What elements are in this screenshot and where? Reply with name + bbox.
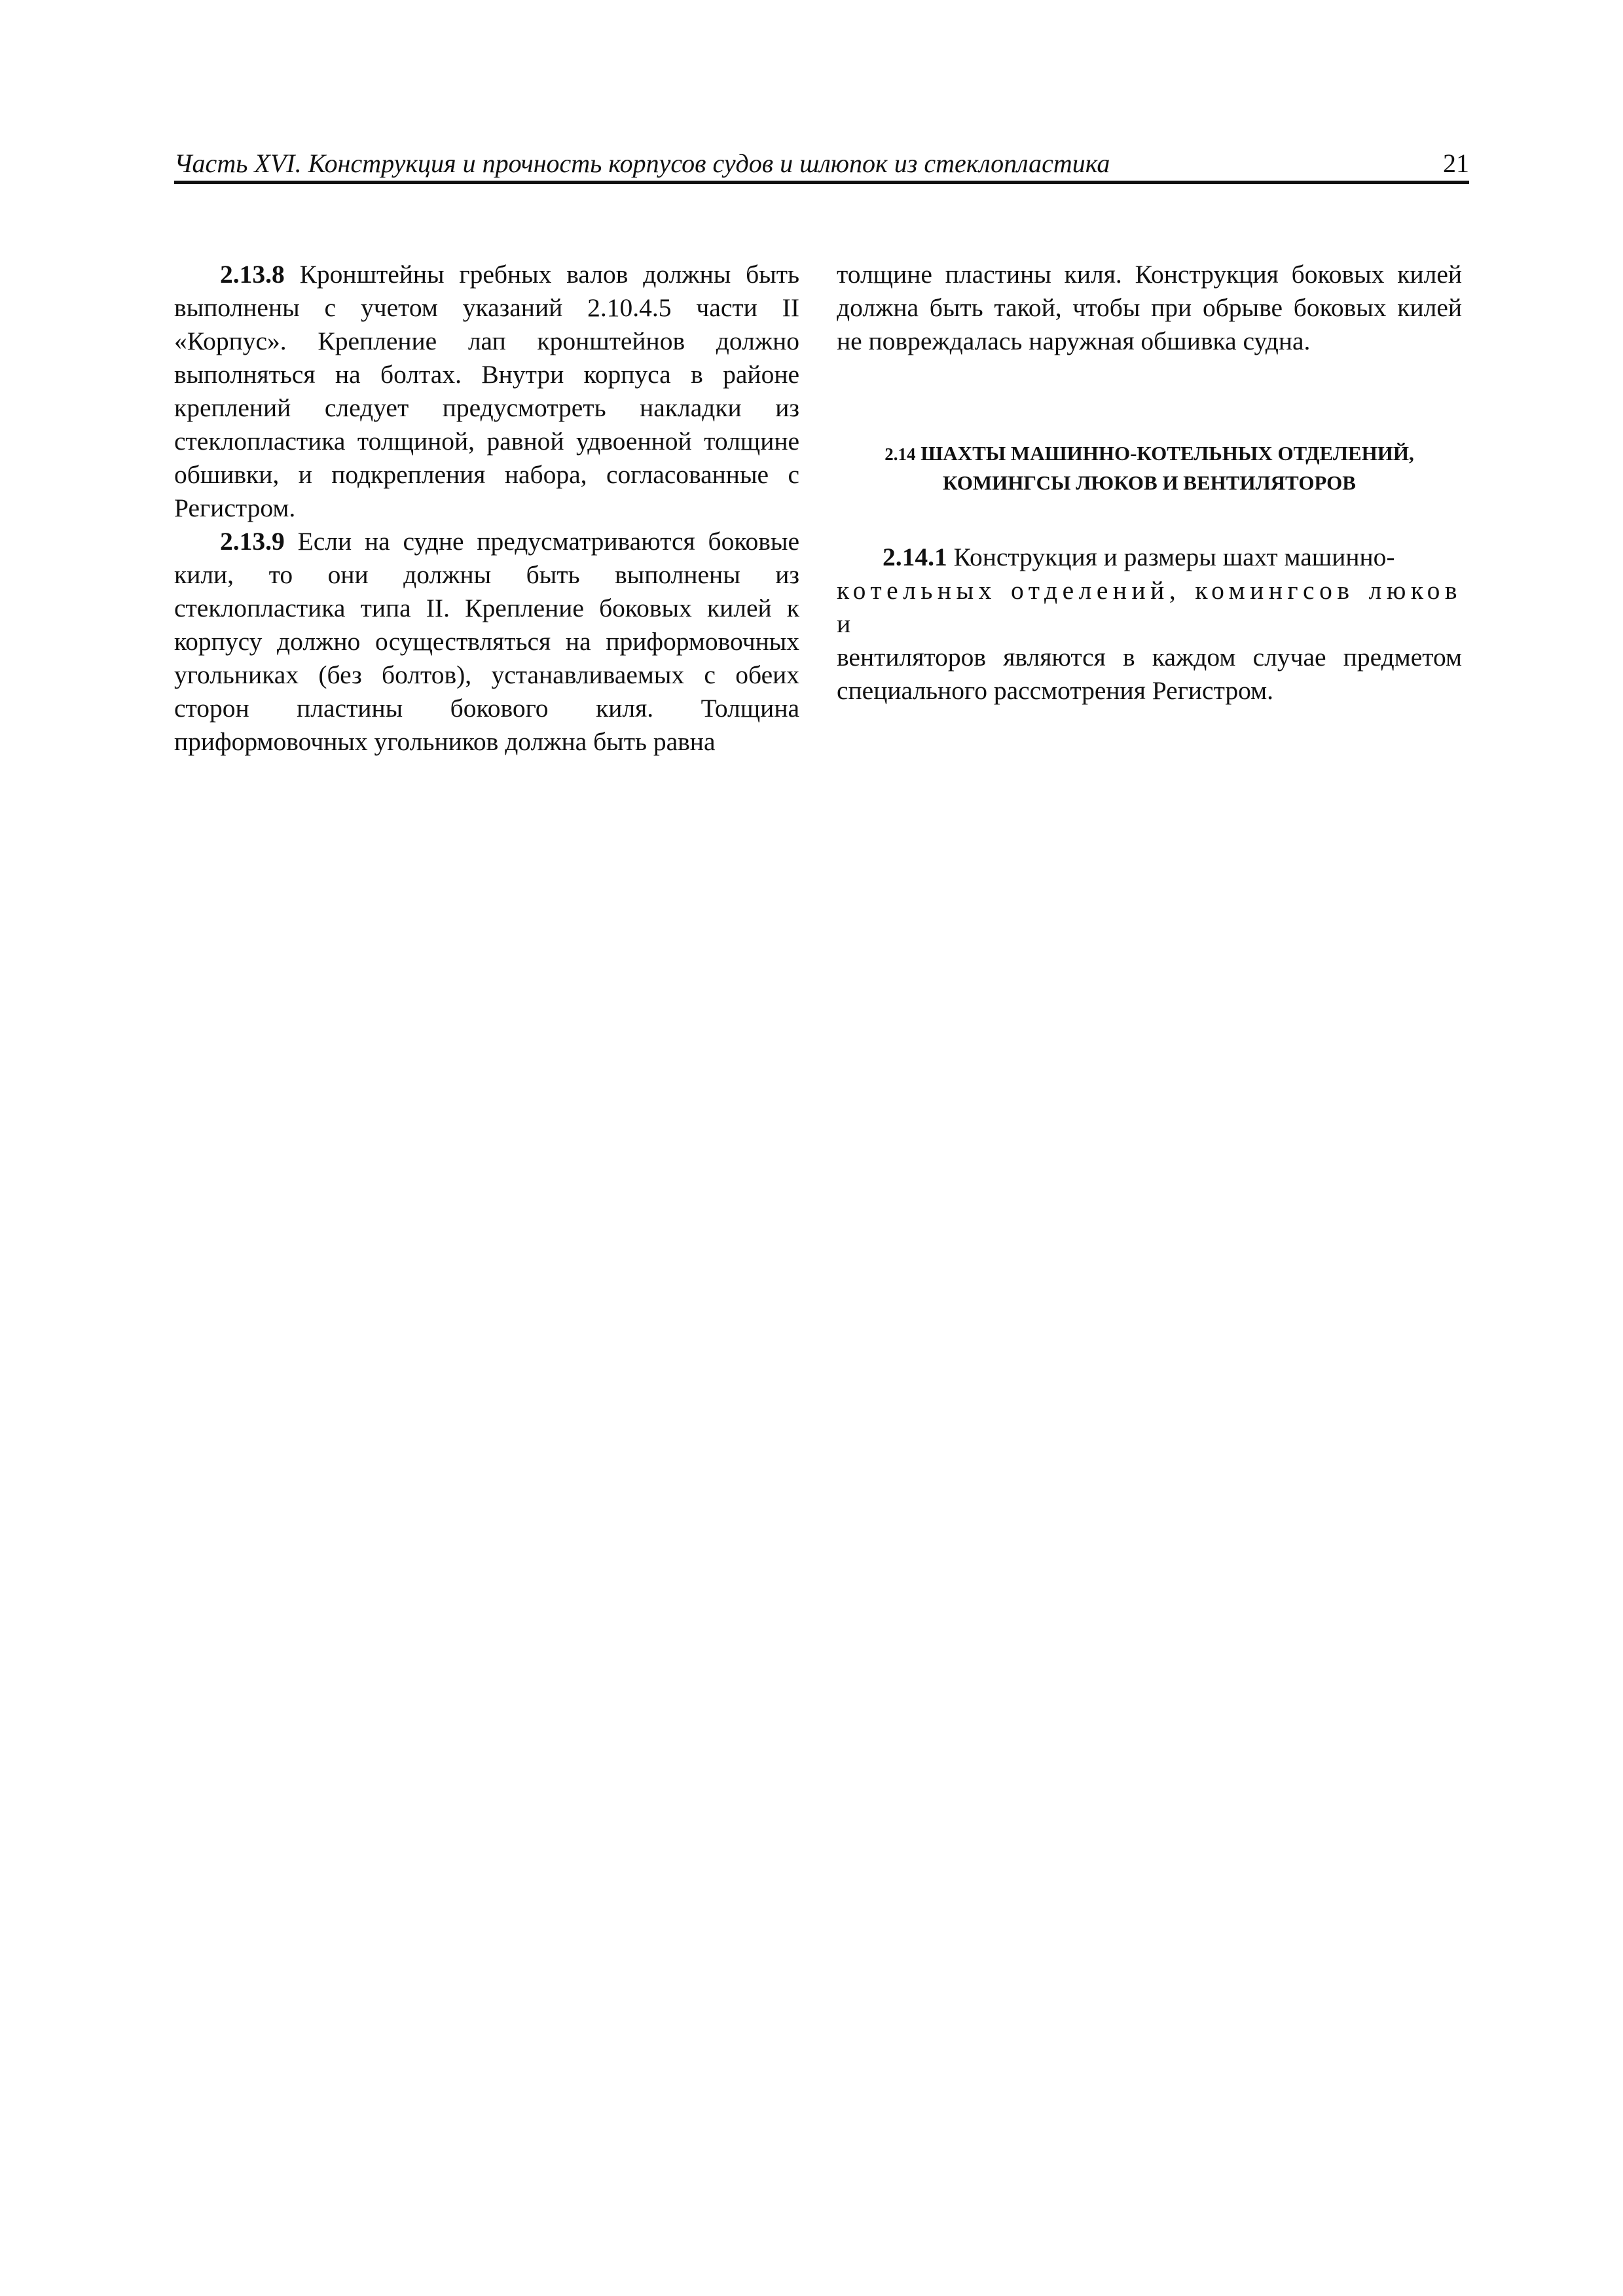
paragraph-2-14-1: [837, 541, 1462, 708]
page-number: 21: [1443, 149, 1469, 178]
running-header: [174, 148, 1469, 179]
paragraph-text-line-1: Конструкция и размеры шахт машинно-: [947, 543, 1395, 571]
paragraph-continuation: толщине пластины киля. Конструкция боковых килей должна быть такой, чтобы при обрыве боковых килей не повреждалась наружная обшивка судна.: [837, 260, 1462, 355]
running-title: Часть XVI. Конструкция и прочность корпусов судов и шлюпок из стеклопластика: [174, 149, 1110, 178]
paragraph-number: 2.14.1: [883, 543, 947, 571]
section-heading-line-1: [837, 439, 1462, 469]
section-title-part-1: ШАХТЫ МАШИННО-КОТЕЛЬНЫХ ОТДЕЛЕНИЙ,: [915, 442, 1414, 465]
paragraph-2-13-9: [174, 525, 799, 759]
header-rule: [174, 181, 1469, 184]
paragraph-number: 2.13.8: [220, 260, 285, 289]
paragraph-text-line-2: котельных отделений, комингсов люков и: [837, 576, 1462, 638]
right-column: [837, 258, 1462, 708]
section-title-part-2: КОМИНГСЫ ЛЮКОВ И ВЕНТИЛЯТОРОВ: [943, 471, 1356, 494]
paragraph-text: Если на судне предусматриваются боковые кили, то они должны быть выполнены из стеклопластика типа II. Крепление боковых килей к корпусу должно осуществляться на приформовочных угольниках (без болтов), устанавливаемых с обеих сторон пластины бокового киля. Толщина приформовочных угольников должна быть равна: [174, 527, 799, 756]
section-number: 2.14: [884, 444, 916, 464]
paragraph-text: Кронштейны гребных валов должны быть выполнены с учетом указаний 2.10.4.5 части II «Корпус». Крепление лап кронштейнов должно выполняться на болтах. Внутри корпуса в районе креплений следует предусмотреть накладки из стеклопластика толщиной, равной удвоенной толщине обшивки, и подкрепления набора, согласованные с Регистром.: [174, 260, 799, 522]
paragraph-2-13-8: [174, 258, 799, 525]
left-column: [174, 258, 799, 759]
paragraph-text-rest: вентиляторов являются в каждом случае предметом специального рассмотрения Регистром.: [837, 643, 1462, 705]
paragraph-number: 2.13.9: [220, 527, 285, 556]
section-heading-2-14: [837, 439, 1462, 497]
